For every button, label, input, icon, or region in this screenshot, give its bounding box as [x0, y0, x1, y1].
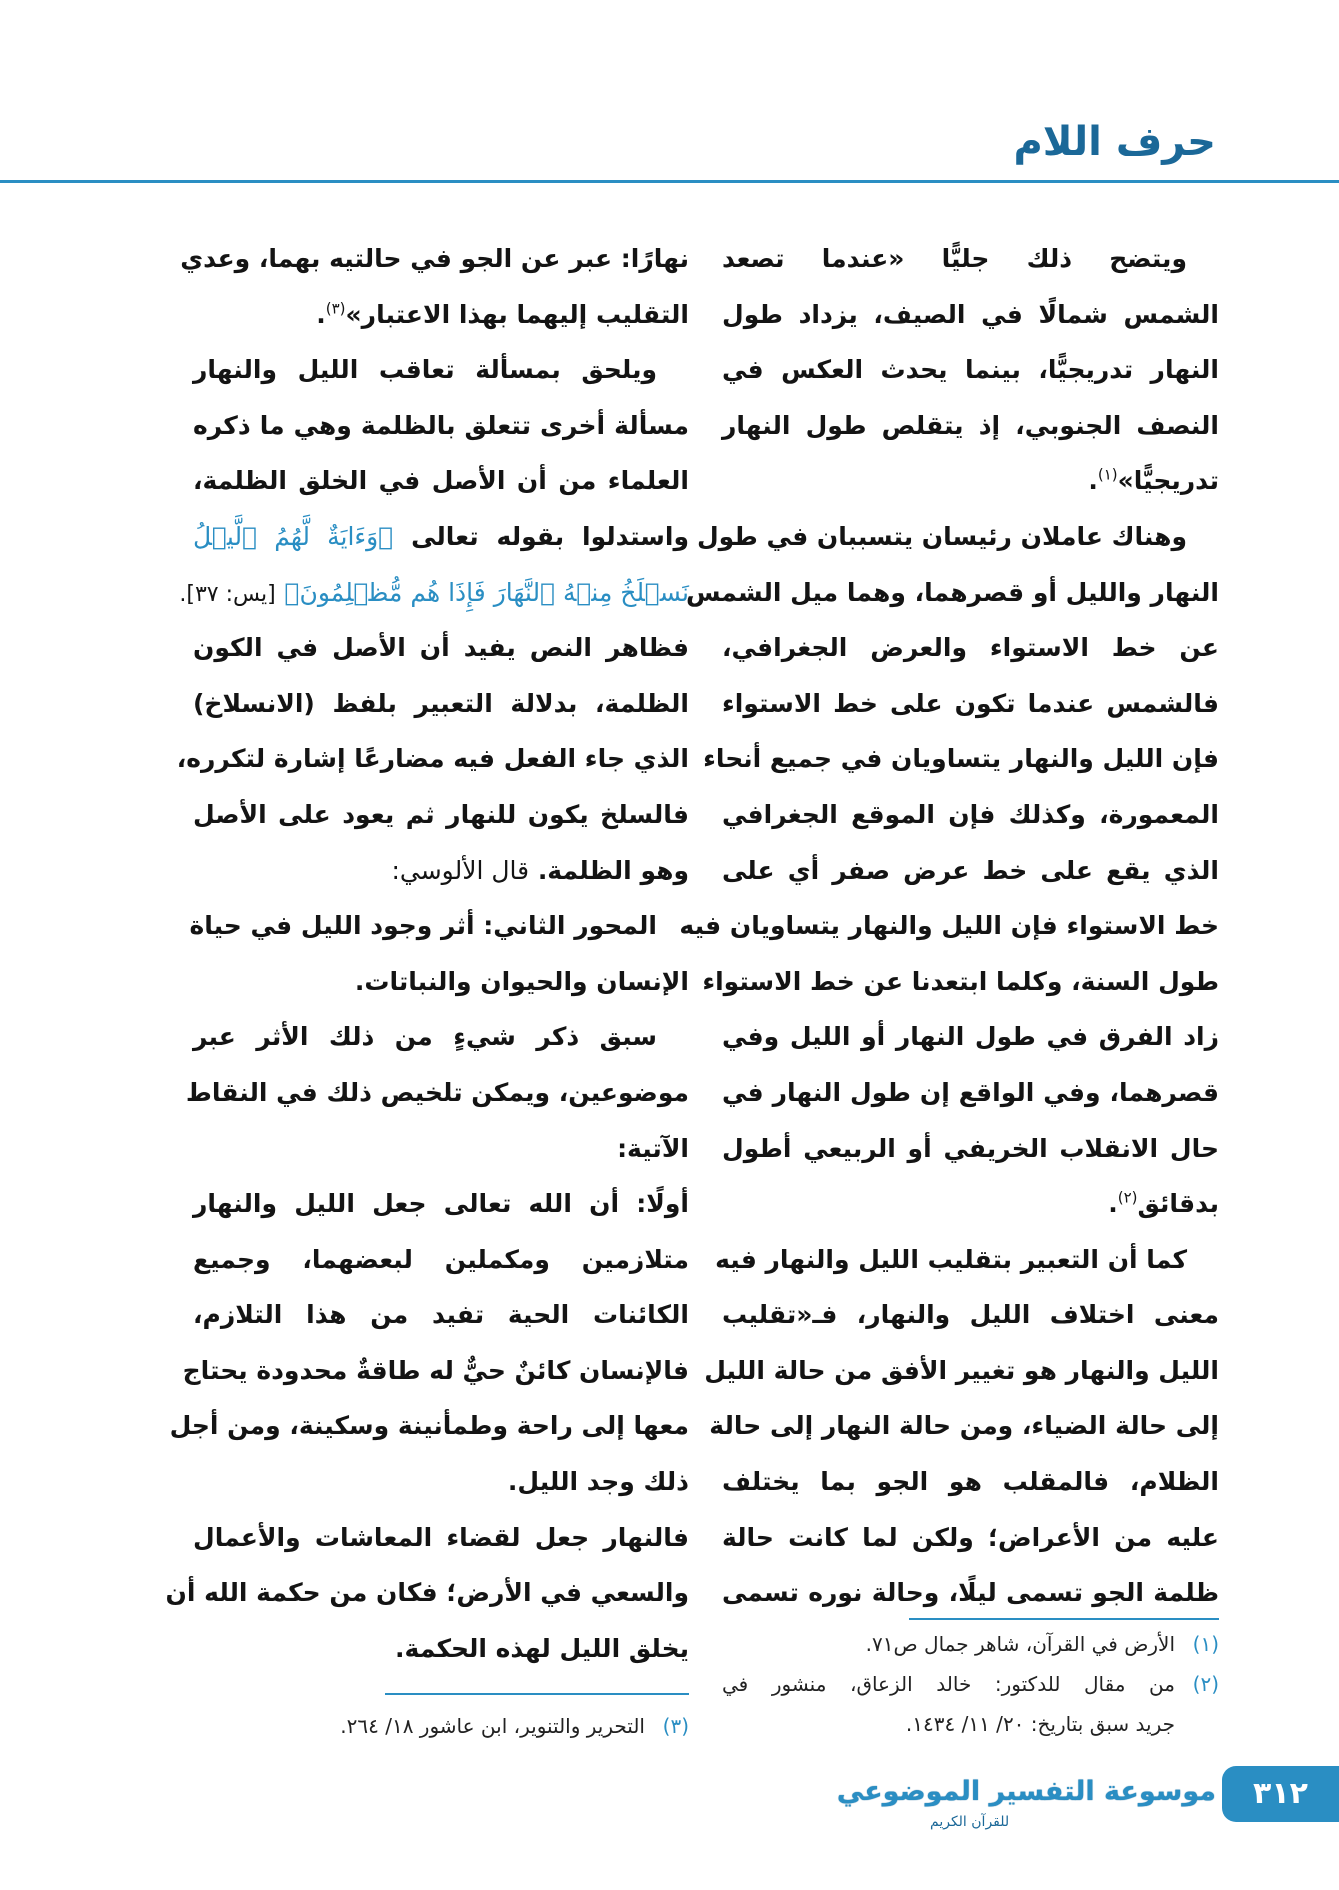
- body-line: سبق ذكر شيءٍ من ذلك الأثر عبر: [193, 1022, 657, 1052]
- body-line: نهارًا: عبر عن الجو في حالتيه بهما، وعدي: [180, 244, 689, 273]
- body-line: فالشمس عندما تكون على خط الاستواء: [722, 688, 1219, 718]
- body-line: الكائنات الحية تفيد من هذا التلازم،: [193, 1300, 689, 1330]
- body-line: زاد الفرق في طول النهار أو الليل وفي: [722, 1022, 1219, 1052]
- body-line: الإنسان والحيوان والنباتات.: [354, 966, 689, 996]
- body-line: العلماء من أن الأصل في الخلق الظلمة،: [193, 466, 689, 496]
- body-line: الظلمة، بدلالة التعبير بلفظ (الانسلاخ): [193, 688, 689, 718]
- line-tail: .: [1088, 466, 1098, 496]
- body-line: فالإنسان كائنٌ حيٌّ له طاقةٌ محدودة يحتاج: [182, 1355, 689, 1385]
- body-line: فإن الليل والنهار يتساويان في جميع أنحاء: [703, 744, 1219, 774]
- right-column: [679, 231, 1219, 1621]
- body-line: الذي جاء الفعل فيه مضارعًا إشارة لتكرره،: [176, 744, 689, 774]
- quran-verse: ﴿وَءَايَةٌ لَّهُمُ ٱلَّيۡلُ: [193, 521, 394, 551]
- left-column: [165, 231, 689, 1676]
- footnote-separator: [909, 1618, 1219, 1620]
- footnote: [722, 1664, 1219, 1744]
- footnote-text: جريد سبق بتاريخ: ٢٠/ ١١/ ١٤٣٤.: [905, 1712, 1175, 1736]
- body-line: [193, 509, 689, 565]
- quran-verse: نَسۡلَخُ مِنۡهُ ٱلنَّهَارَ فَإِذَا هُم مُّظۡلِمُونَ﴾: [284, 577, 689, 607]
- body-line: عن خط الاستواء والعرض الجغرافي،: [722, 633, 1219, 663]
- heading-text: أثر وجود الليل في حياة: [189, 911, 475, 941]
- body-line: النهار تدريجيًّا، بينما يحدث العكس في: [722, 355, 1219, 385]
- body-line: ويتضح ذلك جليًّا «عندما تصعد: [722, 244, 1187, 273]
- body-line: [193, 1176, 689, 1232]
- body-line: موضوعين، ويمكن تلخيص ذلك في النقاط: [185, 1077, 689, 1107]
- body-line: [193, 287, 689, 343]
- body-line: الشمس شمالًا في الصيف، يزداد طول: [722, 299, 1219, 329]
- body-line: [193, 843, 689, 899]
- body-line: الذي يقع على خط عرض صفر أي على: [722, 855, 1219, 885]
- body-line: فالسلخ يكون للنهار ثم يعود على الأصل: [193, 799, 689, 829]
- body-line: [722, 453, 1219, 509]
- line-text: واستدلوا بقوله تعالى: [411, 521, 689, 551]
- body-line: [179, 565, 689, 621]
- footnote: [722, 1624, 1219, 1664]
- body-line: مسألة أخرى تتعلق بالظلمة وهي ما ذكره: [193, 410, 689, 440]
- left-footnotes: [193, 1706, 689, 1746]
- body-line: والسعي في الأرض؛ فكان من حكمة الله أن: [165, 1578, 689, 1608]
- footnote-text: من مقال للدكتور: خالد الزعاق، منشور في: [722, 1672, 1175, 1696]
- line-tail: .: [1108, 1189, 1118, 1219]
- right-footnotes: [722, 1624, 1219, 1744]
- chapter-title: حرف اللام: [1013, 119, 1216, 165]
- body-line: ذلك وجد الليل.: [507, 1467, 689, 1497]
- body-line: حال الانقلاب الخريفي أو الربيعي أطول: [722, 1133, 1219, 1163]
- header-rule: [0, 180, 1339, 183]
- footnote-ref: (٣): [325, 299, 346, 318]
- verse-citation: [يس: ٣٧].: [179, 581, 276, 607]
- footnote-number: (١): [1192, 1632, 1219, 1656]
- body-line: النهار والليل أو قصرهما، وهما ميل الشمس: [685, 577, 1219, 607]
- line-text: تدريجيًّا»: [1117, 466, 1219, 496]
- line-text: أن الله تعالى جعل الليل والنهار: [193, 1189, 620, 1219]
- footnote-text: التحرير والتنوير، ابن عاشور ١٨/ ٢٦٤.: [340, 1714, 645, 1738]
- section-heading: [189, 898, 689, 954]
- body-line: الظلام، فالمقلب هو الجو بما يختلف: [722, 1467, 1219, 1497]
- page-number: ٣١٢: [1222, 1766, 1339, 1822]
- body-line: عليه من الأعراض؛ ولكن لما كانت حالة: [722, 1522, 1219, 1552]
- body-line: كما أن التعبير بتقليب الليل والنهار فيه: [715, 1244, 1187, 1274]
- body-line: إلى حالة الضياء، ومن حالة النهار إلى حالة: [709, 1411, 1219, 1441]
- body-line: معها إلى راحة وطمأنينة وسكينة، ومن أجل: [169, 1411, 689, 1441]
- line-tail: قال الألوسي:: [391, 855, 530, 885]
- body-line: قصرهما، وفي الواقع إن طول النهار في: [722, 1077, 1219, 1107]
- series-logo: [836, 1772, 1216, 1832]
- body-line: ويلحق بمسألة تعاقب الليل والنهار: [193, 355, 657, 385]
- footnote-text: الأرض في القرآن، شاهر جمال ص٧١.: [865, 1632, 1175, 1656]
- point-label: أولًا:: [636, 1189, 689, 1219]
- body-line: فالنهار جعل لقضاء المعاشات والأعمال: [193, 1522, 689, 1552]
- body-line: فظاهر النص يفيد أن الأصل في الكون: [193, 633, 689, 663]
- series-title: موسوعة التفسير الموضوعي: [836, 1776, 1216, 1807]
- body-line: يخلق الليل لهذه الحكمة.: [395, 1633, 689, 1663]
- body-line: الليل والنهار هو تغيير الأفق من حالة الليل: [704, 1355, 1219, 1385]
- series-subtitle: للقرآن الكريم: [930, 1814, 1010, 1830]
- line-text: التقليب إليهما بهذا الاعتبار»: [345, 299, 689, 329]
- line-tail: .: [316, 299, 326, 329]
- footnote-number: (٢): [1192, 1672, 1219, 1696]
- footnote-ref: (٢): [1117, 1188, 1138, 1207]
- body-line: الآتية:: [617, 1133, 689, 1163]
- footnote-separator: [385, 1693, 689, 1695]
- line-text: وهو الظلمة.: [537, 855, 689, 885]
- body-line: المعمورة، وكذلك فإن الموقع الجغرافي: [722, 799, 1219, 829]
- footnote-ref: (١): [1097, 466, 1118, 485]
- body-line: طول السنة، وكلما ابتعدنا عن خط الاستواء: [702, 966, 1219, 996]
- body-line: معنى اختلاف الليل والنهار، فـ«تقليب: [722, 1300, 1219, 1330]
- body-line: وهناك عاملان رئيسان يتسببان في طول: [696, 521, 1187, 551]
- heading-label: المحور الثاني:: [483, 911, 657, 941]
- footnote: [193, 1706, 689, 1746]
- body-line: [722, 1176, 1219, 1232]
- footnote-number: (٣): [662, 1714, 689, 1738]
- body-line: متلازمين ومكملين لبعضهما، وجميع: [193, 1244, 689, 1274]
- line-text: بدقائق: [1137, 1189, 1219, 1219]
- body-line: خط الاستواء فإن الليل والنهار يتساويان فيه: [679, 911, 1219, 941]
- body-line: النصف الجنوبي، إذ يتقلص طول النهار: [722, 410, 1219, 440]
- body-line: ظلمة الجو تسمى ليلًا، وحالة نوره تسمى: [722, 1578, 1219, 1608]
